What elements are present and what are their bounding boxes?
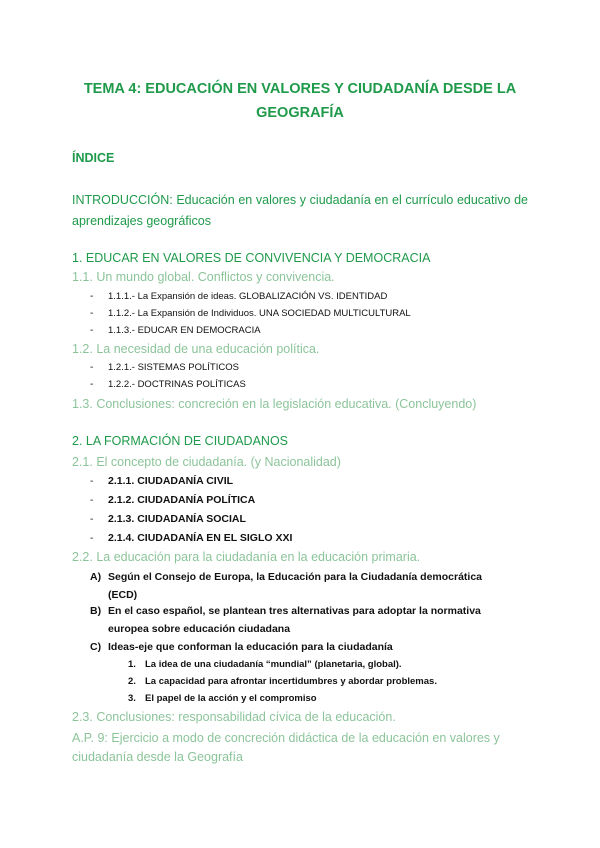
dash: - bbox=[90, 514, 94, 525]
list-item: 1.2.1.- SISTEMAS POLÍTICOS bbox=[108, 362, 239, 373]
list-item: 1.2.2.- DOCTRINAS POLÍTICAS bbox=[108, 379, 246, 390]
letter-item: En el caso español, se plantean tres alternativas para adoptar la normativa bbox=[108, 605, 481, 617]
section-1-1-heading: 1.1. Un mundo global. Conflictos y convivencia. bbox=[72, 270, 335, 284]
numbered-mark: 2. bbox=[128, 676, 136, 687]
letter-mark: C) bbox=[90, 641, 102, 653]
numbered-item: El papel de la acción y el compromiso bbox=[145, 693, 317, 704]
dash: - bbox=[90, 495, 94, 506]
numbered-mark: 1. bbox=[128, 659, 136, 670]
section-1-2-heading: 1.2. La necesidad de una educación política. bbox=[72, 342, 320, 356]
title-line-2: GEOGRAFÍA bbox=[256, 105, 344, 121]
ap-line-1: A.P. 9: Ejercicio a modo de concreción didáctica de la educación en valores y bbox=[72, 731, 500, 745]
section-1-heading: 1. EDUCAR EN VALORES DE CONVIVENCIA Y DEMOCRACIA bbox=[72, 251, 431, 265]
letter-item: Ideas-eje que conforman la educación para la ciudadanía bbox=[108, 641, 393, 653]
list-item: 2.1.1. CIUDADANÍA CIVIL bbox=[108, 475, 234, 487]
letter-item: Según el Consejo de Europa, la Educación para la Ciudadanía democrática bbox=[108, 571, 483, 583]
letter-item-cont: (ECD) bbox=[108, 589, 138, 601]
section-2-3-heading: 2.3. Conclusiones: responsabilidad cívica de la educación. bbox=[72, 710, 396, 724]
ap-line-2: ciudadanía desde la Geografía bbox=[72, 750, 243, 764]
letter-mark: B) bbox=[90, 605, 102, 617]
title-line-1: TEMA 4: EDUCACIÓN EN VALORES Y CIUDADANÍA DESDE LA bbox=[83, 81, 517, 97]
section-2-2-heading: 2.2. La educación para la ciudadanía en la educación primaria. bbox=[72, 550, 421, 564]
numbered-mark: 3. bbox=[128, 693, 136, 704]
dash: - bbox=[90, 476, 94, 487]
section-2-heading: 2. LA FORMACIÓN DE CIUDADANOS bbox=[72, 434, 289, 448]
dash: - bbox=[90, 308, 94, 319]
dash: - bbox=[90, 325, 94, 336]
section-1-3-heading: 1.3. Conclusiones: concreción en la legislación educativa. (Concluyendo) bbox=[72, 397, 477, 411]
letter-item-cont: europea sobre educación ciudadana bbox=[108, 623, 291, 635]
section-2-1-heading: 2.1. El concepto de ciudadanía. (y Nacionalidad) bbox=[72, 455, 341, 469]
list-item: 2.1.2. CIUDADANÍA POLÍTICA bbox=[108, 494, 256, 506]
letter-mark: A) bbox=[90, 571, 102, 583]
list-item: 1.1.3.- EDUCAR EN DEMOCRACIA bbox=[108, 325, 261, 336]
dash: - bbox=[90, 291, 94, 302]
list-item: 1.1.2.- La Expansión de Individuos. UNA SOCIEDAD MULTICULTURAL bbox=[108, 308, 411, 319]
list-item: 2.1.4. CIUDADANÍA EN EL SIGLO XXI bbox=[108, 532, 293, 544]
dash: - bbox=[90, 379, 94, 390]
dash: - bbox=[90, 533, 94, 544]
list-item: 1.1.1.- La Expansión de ideas. GLOBALIZACIÓN VS. IDENTIDAD bbox=[108, 291, 388, 302]
list-item: 2.1.3. CIUDADANÍA SOCIAL bbox=[108, 513, 246, 525]
index-heading: ÍNDICE bbox=[72, 151, 115, 165]
dash: - bbox=[90, 362, 94, 373]
numbered-item: La capacidad para afrontar incertidumbres y abordar problemas. bbox=[145, 676, 437, 687]
intro-line: INTRODUCCIÓN: Educación en valores y ciudadanía en el currículo educativo de aprendizajes geográficos bbox=[72, 193, 528, 228]
numbered-item: La idea de una ciudadanía “mundial” (planetaria, global). bbox=[145, 659, 402, 670]
document-title bbox=[70, 77, 530, 125]
